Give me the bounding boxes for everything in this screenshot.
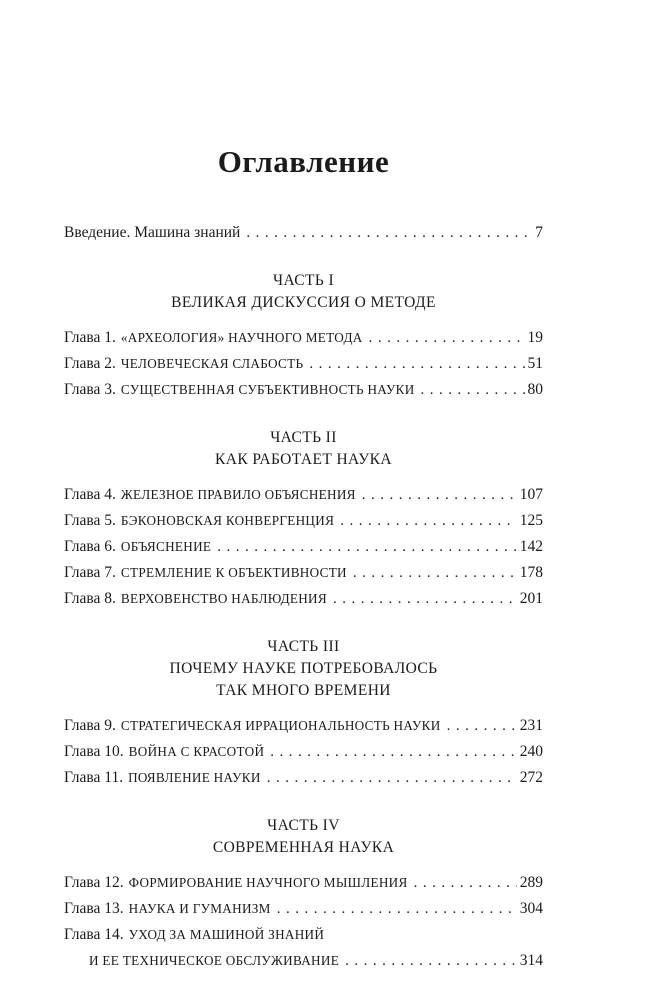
part-entries	[64, 870, 543, 974]
chapter-title: ВОЙНА С КРАСОТОЙ	[128, 744, 265, 759]
toc-part-3	[64, 636, 543, 791]
chapter-title: НАУКА И ГУМАНИЗМ	[128, 901, 271, 916]
toc-entry	[64, 560, 543, 586]
page-number: 201	[519, 590, 543, 607]
part-subtitle: СОВРЕМЕННАЯ НАУКА	[212, 839, 395, 856]
chapter-title: СТРЕМЛЕНИЕ К ОБЪЕКТИВНОСТИ	[120, 565, 347, 580]
dot-leader	[345, 948, 517, 974]
toc-entry	[64, 482, 543, 508]
toc-entry-text	[64, 534, 211, 560]
toc-entry	[64, 508, 543, 534]
chapter-title: СУЩЕСТВЕННАЯ СУБЪЕКТИВНОСТЬ НАУКИ	[120, 382, 415, 397]
chapter-label: Глава 14.	[64, 926, 124, 943]
toc-entry	[64, 351, 543, 377]
chapter-label: Глава 5.	[64, 512, 116, 529]
toc-entry	[64, 377, 543, 403]
chapter-label: Глава 10.	[64, 743, 124, 760]
toc-entry-text	[64, 870, 408, 896]
chapter-label: Глава 2.	[64, 355, 116, 372]
dot-leader	[414, 870, 517, 896]
toc-entry-text	[64, 586, 327, 612]
toc-entry-text	[64, 560, 347, 586]
toc-entry-text	[64, 351, 303, 377]
chapter-title: БЭКОНОВСКАЯ КОНВЕРГЕНЦИЯ	[120, 513, 335, 528]
dot-leader	[246, 220, 532, 246]
chapter-label: Глава 7.	[64, 564, 116, 581]
page-number: 80	[527, 381, 543, 398]
chapter-title: СТРАТЕГИЧЕСКАЯ ИРРАЦИОНАЛЬНОСТЬ НАУКИ	[120, 718, 441, 733]
part-subtitle: ВЕЛИКАЯ ДИСКУССИЯ О МЕТОДЕ	[171, 294, 436, 311]
chapter-label: Глава 9.	[64, 717, 116, 734]
toc-entry-text	[64, 508, 334, 534]
toc-entry-continuation	[64, 948, 543, 974]
part-heading: ЧАСТЬ II	[270, 429, 337, 446]
page-number: 272	[519, 769, 543, 786]
dot-leader	[309, 351, 524, 377]
page-number: 231	[519, 717, 543, 734]
part-entries	[64, 325, 543, 403]
toc-entry	[64, 325, 543, 351]
chapter-label: Глава 6.	[64, 538, 116, 555]
toc-entry	[64, 896, 543, 922]
chapter-title: ОБЪЯСНЕНИЕ	[120, 539, 212, 554]
part-entries	[64, 482, 543, 612]
part-heading: ЧАСТЬ III	[267, 638, 340, 655]
toc-entry	[64, 739, 543, 765]
chapter-label: Глава 1.	[64, 329, 116, 346]
page-number: 7	[535, 224, 543, 241]
chapter-title-line2: И ЕЕ ТЕХНИЧЕСКОЕ ОБСЛУЖИВАНИЕ	[89, 953, 340, 968]
chapter-title: ЧЕЛОВЕЧЕСКАЯ СЛАБОСТЬ	[120, 356, 304, 371]
page-number: 107	[519, 486, 543, 503]
dot-leader	[421, 377, 525, 403]
toc-entry-text	[64, 325, 363, 351]
toc-entry-text	[64, 377, 415, 403]
chapter-title: ЖЕЛЕЗНОЕ ПРАВИЛО ОБЪЯСНЕНИЯ	[120, 487, 356, 502]
dot-leader	[277, 896, 517, 922]
page-number: 125	[519, 512, 543, 529]
chapter-title: УХОД ЗА МАШИНОЙ ЗНАНИЙ	[128, 927, 325, 942]
toc-entry	[64, 713, 543, 739]
page-number: 142	[519, 538, 543, 555]
chapter-label: Глава 4.	[64, 486, 116, 503]
page-number: 289	[519, 874, 543, 891]
chapter-title: «АРХЕОЛОГИЯ» НАУЧНОГО МЕТОДА	[120, 330, 363, 345]
part-heading: ЧАСТЬ I	[272, 272, 335, 289]
page-number: 19	[527, 329, 543, 346]
toc-entry	[64, 922, 543, 948]
dot-leader	[362, 482, 517, 508]
toc-entry-intro	[64, 220, 543, 246]
dot-leader	[270, 739, 516, 765]
toc-entry	[64, 586, 543, 612]
chapter-title: ПОЯВЛЕНИЕ НАУКИ	[128, 770, 261, 785]
page-title: Оглавление	[217, 144, 390, 179]
toc-entry	[64, 765, 543, 791]
toc-part-1	[64, 270, 543, 403]
page-number: 240	[519, 743, 543, 760]
part-subtitle-line2: ТАК МНОГО ВРЕМЕНИ	[216, 682, 391, 699]
toc-entry	[64, 534, 543, 560]
chapter-title: ВЕРХОВЕНСТВО НАБЛЮДЕНИЯ	[120, 591, 327, 606]
toc-entry-text	[64, 739, 264, 765]
dot-leader	[217, 534, 516, 560]
chapter-title: ФОРМИРОВАНИЕ НАУЧНОГО МЫШЛЕНИЯ	[128, 875, 408, 890]
toc-entry-text	[64, 713, 441, 739]
toc-entry-text	[64, 922, 324, 948]
toc-entry-text	[64, 765, 261, 791]
dot-leader	[369, 325, 525, 351]
part-entries	[64, 713, 543, 791]
chapter-label: Глава 11.	[64, 769, 124, 786]
chapter-label: Глава 13.	[64, 900, 124, 917]
page-number: 314	[519, 952, 543, 969]
page-number: 178	[519, 564, 543, 581]
toc-entry-text	[64, 896, 271, 922]
part-subtitle: КАК РАБОТАЕТ НАУКА	[215, 451, 392, 468]
dot-leader	[267, 765, 517, 791]
dot-leader	[353, 560, 517, 586]
toc-entry-title: Введение. Машина знаний	[64, 224, 241, 241]
part-subtitle: ПОЧЕМУ НАУКЕ ПОТРЕБОВАЛОСЬ	[169, 660, 438, 677]
dot-leader	[340, 508, 517, 534]
page-number: 51	[527, 355, 543, 372]
dot-leader	[333, 586, 517, 612]
chapter-label: Глава 12.	[64, 874, 124, 891]
part-heading: ЧАСТЬ IV	[267, 817, 340, 834]
chapter-label: Глава 8.	[64, 590, 116, 607]
toc-entry-text	[64, 948, 339, 974]
dot-leader	[447, 713, 517, 739]
toc-part-4	[64, 815, 543, 974]
chapter-label: Глава 3.	[64, 381, 116, 398]
toc-entry	[64, 870, 543, 896]
toc-entry-text	[64, 482, 356, 508]
toc-part-2	[64, 427, 543, 612]
page-number: 304	[519, 900, 543, 917]
